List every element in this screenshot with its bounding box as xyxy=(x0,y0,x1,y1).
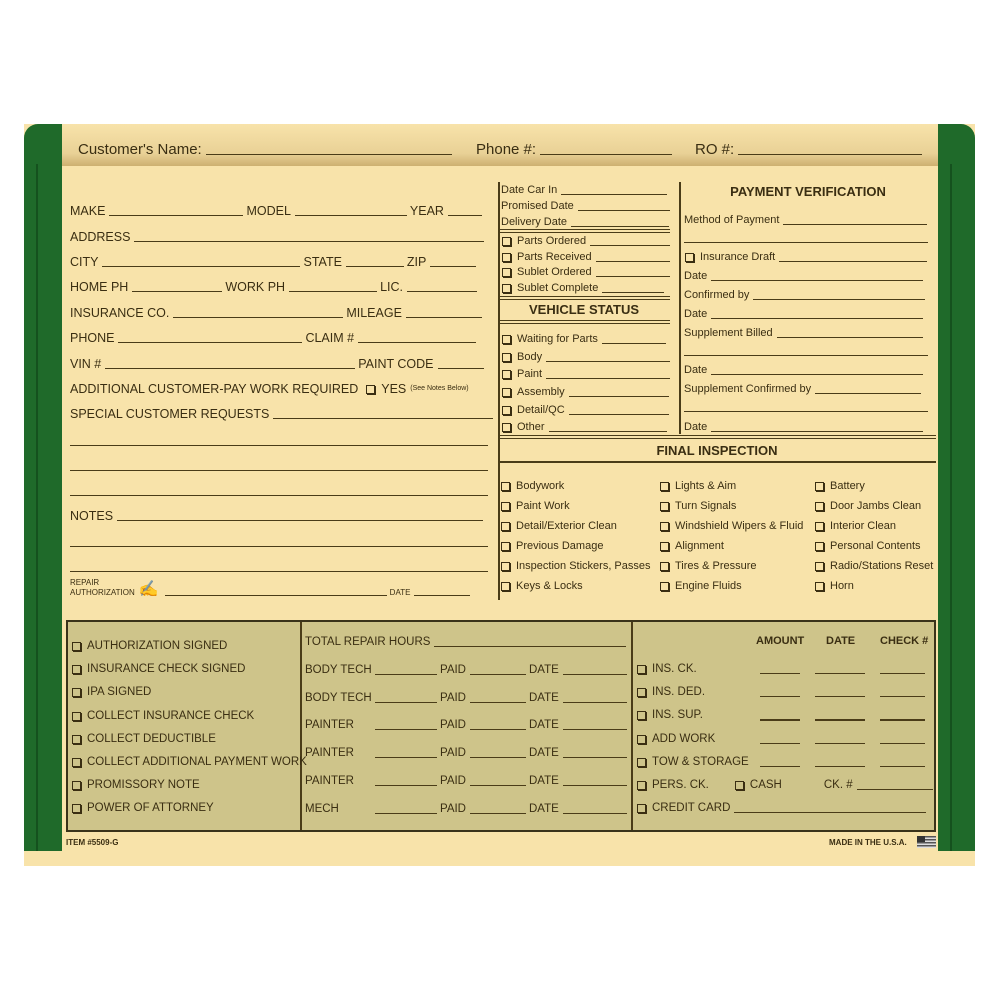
label: Date xyxy=(684,421,708,433)
make-row[interactable] xyxy=(70,204,485,218)
label: Lights & Aim xyxy=(675,480,737,492)
checkbox[interactable] xyxy=(815,582,824,591)
check-line[interactable] xyxy=(880,743,925,744)
label: Waiting for Parts xyxy=(517,333,598,345)
checkbox[interactable] xyxy=(502,284,511,293)
label: AUTHORIZATION xyxy=(70,588,135,597)
method-of-payment[interactable] xyxy=(684,213,930,227)
labor-row[interactable] xyxy=(305,663,630,677)
promised-date[interactable] xyxy=(501,199,673,213)
date-line[interactable] xyxy=(815,719,865,720)
line[interactable] xyxy=(70,495,488,496)
checkbox[interactable] xyxy=(502,335,511,344)
label: Date xyxy=(684,364,708,376)
delivery-date[interactable] xyxy=(501,215,672,229)
label: Sublet Ordered xyxy=(517,266,592,278)
checkbox[interactable] xyxy=(637,758,646,767)
label: Battery xyxy=(830,480,865,492)
total-repair-hours[interactable] xyxy=(305,635,629,649)
checkbox[interactable] xyxy=(502,370,511,379)
label: DATE xyxy=(529,802,559,815)
label: COLLECT ADDITIONAL PAYMENT WORK xyxy=(87,756,307,768)
status-paint[interactable] xyxy=(502,367,673,381)
date-1[interactable] xyxy=(684,269,926,283)
label: ADDRESS xyxy=(70,230,131,244)
label: Other xyxy=(517,421,545,433)
checkbox[interactable] xyxy=(815,542,824,551)
checkbox[interactable] xyxy=(502,253,511,262)
checkbox[interactable] xyxy=(637,665,646,674)
divider xyxy=(498,296,670,300)
label: PROMISSORY NOTE xyxy=(87,779,200,792)
vehicle-status-title: VEHICLE STATUS xyxy=(528,302,640,317)
date-line[interactable] xyxy=(815,673,865,674)
label: INSURANCE CHECK SIGNED xyxy=(87,663,246,676)
inspection-item[interactable] xyxy=(501,479,564,493)
inspection-item[interactable] xyxy=(501,559,651,573)
payment-row[interactable] xyxy=(637,662,697,676)
status-other[interactable] xyxy=(502,420,670,434)
label: Door Jambs Clean xyxy=(830,500,922,512)
label: Parts Received xyxy=(517,251,592,263)
label: MILEAGE xyxy=(346,306,402,320)
label: Interior Clean xyxy=(830,520,897,532)
label: Radio/Stations Reset xyxy=(830,560,934,572)
label: MODEL xyxy=(246,204,291,218)
checklist-item[interactable] xyxy=(72,755,307,769)
checkbox[interactable] xyxy=(72,642,81,651)
checkbox[interactable] xyxy=(502,237,511,246)
made-in-usa: MADE IN THE U.S.A. xyxy=(829,838,907,847)
label: Turn Signals xyxy=(675,500,737,512)
checkbox[interactable] xyxy=(502,268,511,277)
payment-row[interactable] xyxy=(637,685,705,699)
label: Date xyxy=(684,308,708,320)
divider xyxy=(631,622,633,830)
label: PAID xyxy=(440,802,466,815)
label: PHONE xyxy=(70,331,115,345)
line[interactable] xyxy=(684,355,928,356)
amount-line[interactable] xyxy=(760,696,800,697)
inspection-item[interactable] xyxy=(660,499,736,513)
status-assembly[interactable] xyxy=(502,385,672,399)
right-green-tab xyxy=(938,124,975,851)
checklist-item[interactable] xyxy=(72,639,227,653)
divider xyxy=(498,182,500,600)
label: CREDIT CARD xyxy=(652,802,731,814)
checkbox[interactable] xyxy=(72,665,81,674)
label: CLAIM # xyxy=(305,331,355,345)
label: BODY TECH xyxy=(305,664,372,676)
label: Paint xyxy=(517,368,543,380)
labor-row[interactable] xyxy=(305,718,630,732)
check-line[interactable] xyxy=(880,766,925,767)
label: Detail/QC xyxy=(517,404,565,416)
checkbox[interactable] xyxy=(660,542,669,551)
sublet-complete[interactable] xyxy=(502,281,667,295)
checkbox[interactable] xyxy=(72,804,81,813)
label: DATE xyxy=(529,747,559,760)
label: Alignment xyxy=(675,540,724,552)
divider xyxy=(300,622,302,830)
checklist-item[interactable] xyxy=(72,709,254,723)
label: HOME PH xyxy=(70,280,129,294)
amount-line[interactable] xyxy=(760,719,800,720)
label: Sublet Complete xyxy=(517,282,599,294)
us-flag-icon xyxy=(917,836,936,848)
amount-header: AMOUNT xyxy=(756,635,805,647)
inspection-item[interactable] xyxy=(815,479,865,493)
inspection-item[interactable] xyxy=(660,479,736,493)
checkbox[interactable] xyxy=(501,522,510,531)
inspection-item[interactable] xyxy=(501,539,603,553)
phones-row[interactable] xyxy=(70,280,480,294)
city-row[interactable] xyxy=(70,255,479,269)
label: MAKE xyxy=(70,204,106,218)
checkbox[interactable] xyxy=(637,804,646,813)
label: DATE xyxy=(529,719,559,732)
additional-work-row[interactable] xyxy=(70,382,469,396)
labor-row[interactable] xyxy=(305,802,630,816)
date-line[interactable] xyxy=(815,743,865,744)
labor-row[interactable] xyxy=(305,774,630,788)
checklist-item[interactable] xyxy=(72,778,200,792)
label: Delivery Date xyxy=(501,216,568,228)
checkbox[interactable] xyxy=(72,712,81,721)
signature-pen-icon: ✍ xyxy=(138,581,159,598)
insurance-draft[interactable] xyxy=(685,250,930,264)
checkbox[interactable] xyxy=(685,253,694,262)
checkbox[interactable] xyxy=(502,423,511,432)
inspection-item[interactable] xyxy=(660,579,742,593)
label: Keys & Locks xyxy=(516,580,583,592)
label: SPECIAL CUSTOMER REQUESTS xyxy=(70,407,270,421)
label: CASH xyxy=(749,779,782,791)
label: PAINTER xyxy=(305,747,354,760)
checkbox[interactable] xyxy=(501,582,510,591)
check-line[interactable] xyxy=(880,696,925,697)
date-car-in[interactable] xyxy=(501,183,670,197)
label: Phone #: xyxy=(476,141,537,158)
label: Previous Damage xyxy=(516,540,604,552)
divider xyxy=(498,461,936,463)
label: ADDITIONAL CUSTOMER-PAY WORK REQUIRED xyxy=(70,382,359,396)
label: Tires & Pressure xyxy=(675,560,757,572)
supplement-billed[interactable] xyxy=(684,326,926,340)
amount-line[interactable] xyxy=(760,766,800,767)
insurance-row[interactable] xyxy=(70,306,485,320)
checklist-item[interactable] xyxy=(72,685,151,699)
label: Date Car In xyxy=(501,184,558,196)
checkbox[interactable] xyxy=(815,502,824,511)
checkbox[interactable] xyxy=(660,522,669,531)
label: TOTAL REPAIR HOURS xyxy=(305,636,431,648)
checklist-item[interactable] xyxy=(72,662,245,676)
label: TOW & STORAGE xyxy=(652,755,749,768)
label: VIN # xyxy=(70,357,102,371)
customer-name-field[interactable] xyxy=(78,143,455,157)
label: CK. # xyxy=(823,779,853,791)
label: Supplement Confirmed by xyxy=(684,383,812,395)
inspection-item[interactable] xyxy=(501,499,570,513)
label: BODY TECH xyxy=(305,691,372,704)
checkbox[interactable] xyxy=(660,562,669,571)
final-inspection-title: FINAL INSPECTION xyxy=(656,443,778,458)
confirmed-by[interactable] xyxy=(684,288,928,302)
inspection-item[interactable] xyxy=(815,539,921,553)
label: INS. DED. xyxy=(652,686,706,699)
label: Customer's Name: xyxy=(78,141,202,158)
label: Bodywork xyxy=(516,480,565,492)
label: Detail/Exterior Clean xyxy=(516,520,617,532)
label: YEAR xyxy=(409,204,444,218)
status-detail[interactable] xyxy=(502,403,672,417)
label: ZIP xyxy=(406,255,427,269)
checkbox[interactable] xyxy=(501,502,510,511)
label: REPAIR xyxy=(70,578,100,587)
checkbox[interactable] xyxy=(637,688,646,697)
divider xyxy=(498,320,670,324)
label: PAID xyxy=(440,747,466,760)
label: Promised Date xyxy=(501,200,574,212)
date-3[interactable] xyxy=(684,363,926,377)
pers-ck-row[interactable] xyxy=(637,778,936,792)
date-line[interactable] xyxy=(815,766,865,767)
status-body[interactable] xyxy=(502,350,673,364)
phone-field[interactable] xyxy=(476,143,675,157)
checkbox[interactable] xyxy=(502,406,511,415)
label: Supplement Billed xyxy=(684,327,773,339)
line[interactable] xyxy=(70,445,488,446)
parts-received[interactable] xyxy=(502,250,673,264)
check-line[interactable] xyxy=(880,719,925,720)
label: Confirmed by xyxy=(684,289,750,301)
payment-row[interactable] xyxy=(637,708,703,722)
label: Assembly xyxy=(517,386,565,398)
amount-line[interactable] xyxy=(760,743,800,744)
special-requests-row[interactable] xyxy=(70,407,496,421)
label: ADD WORK xyxy=(652,732,716,745)
label: Windshield Wipers & Fluid xyxy=(675,520,804,532)
label: Parts Ordered xyxy=(517,235,587,247)
label: DATE xyxy=(529,664,559,676)
label: MECH xyxy=(305,802,339,815)
date-line[interactable] xyxy=(815,696,865,697)
label: RO #: xyxy=(695,141,735,158)
date-header: DATE xyxy=(826,635,856,647)
inspection-item[interactable] xyxy=(660,519,803,533)
date-4[interactable] xyxy=(684,420,926,434)
checkbox[interactable] xyxy=(815,522,824,531)
label: COLLECT INSURANCE CHECK xyxy=(87,709,255,722)
item-number: ITEM #5509-G xyxy=(66,838,119,847)
parts-ordered[interactable] xyxy=(502,234,673,248)
inspection-item[interactable] xyxy=(660,539,724,553)
line[interactable] xyxy=(684,242,928,243)
credit-card-row[interactable] xyxy=(637,801,929,815)
checkbox[interactable] xyxy=(501,562,510,571)
checkbox[interactable] xyxy=(637,781,646,790)
label: Date xyxy=(684,270,708,282)
label: INS. CK. xyxy=(652,663,697,675)
checkbox[interactable] xyxy=(660,482,669,491)
label: Inspection Stickers, Passes xyxy=(516,560,651,572)
label: PAINT CODE xyxy=(358,357,434,371)
inspection-item[interactable] xyxy=(501,579,583,593)
line[interactable] xyxy=(70,470,488,471)
label: PERS. CK. xyxy=(652,779,709,791)
status-waiting[interactable] xyxy=(502,332,669,346)
checklist-item[interactable] xyxy=(72,732,216,746)
label: DATE xyxy=(529,691,559,704)
inspection-item[interactable] xyxy=(815,519,896,533)
checkbox[interactable] xyxy=(502,353,511,362)
inspection-item[interactable] xyxy=(815,579,854,593)
label: POWER OF ATTORNEY xyxy=(87,802,214,815)
supplement-confirmed-by[interactable] xyxy=(684,382,924,396)
checkbox[interactable] xyxy=(72,735,81,744)
label: INSURANCE CO. xyxy=(70,306,170,320)
label: PAID xyxy=(440,774,466,787)
checkbox[interactable] xyxy=(501,482,510,491)
line[interactable] xyxy=(684,411,928,412)
label: PAID xyxy=(440,691,466,704)
label: Engine Fluids xyxy=(675,580,742,592)
label: PAINTER xyxy=(305,774,354,787)
ro-field[interactable] xyxy=(695,143,925,157)
checkbox[interactable] xyxy=(72,781,81,790)
vin-row[interactable] xyxy=(70,357,487,371)
checkbox[interactable] xyxy=(815,482,824,491)
label: Horn xyxy=(830,580,854,592)
checkbox[interactable] xyxy=(72,688,81,697)
address-row[interactable] xyxy=(70,230,487,244)
inspection-item[interactable] xyxy=(815,559,933,573)
amount-line[interactable] xyxy=(760,673,800,674)
note: (See Notes Below) xyxy=(410,385,469,392)
checkbox[interactable] xyxy=(815,562,824,571)
label: DATE xyxy=(389,588,411,597)
divider xyxy=(679,182,681,434)
divider xyxy=(498,229,670,233)
label: PAINTER xyxy=(305,719,354,732)
checkbox[interactable] xyxy=(637,711,646,720)
notes-row[interactable] xyxy=(70,509,486,523)
repair-authorization-row[interactable] xyxy=(70,578,473,598)
left-green-tab xyxy=(24,124,62,851)
label: AUTHORIZATION SIGNED xyxy=(87,640,228,652)
label: YES xyxy=(381,382,407,396)
check-line[interactable] xyxy=(880,673,925,674)
label: DATE xyxy=(529,774,559,787)
sublet-ordered[interactable] xyxy=(502,265,673,279)
label: STATE xyxy=(303,255,342,269)
label: INS. SUP. xyxy=(652,709,703,722)
inspection-item[interactable] xyxy=(815,499,921,513)
checklist-item[interactable] xyxy=(72,801,214,815)
phone-claim-row[interactable] xyxy=(70,331,479,345)
label: PAID xyxy=(440,719,466,732)
label: IPA SIGNED xyxy=(87,686,152,699)
cash-checkbox[interactable] xyxy=(735,781,744,790)
payment-row[interactable] xyxy=(637,732,715,746)
label: Paint Work xyxy=(516,500,570,512)
labor-row[interactable] xyxy=(305,691,630,705)
date-2[interactable] xyxy=(684,307,926,321)
divider xyxy=(498,435,936,439)
check-header: CHECK # xyxy=(880,635,929,647)
payment-verification-title: PAYMENT VERIFICATION xyxy=(730,184,886,199)
label: PAID xyxy=(440,664,466,676)
label: Method of Payment xyxy=(684,214,780,226)
checkbox[interactable] xyxy=(72,758,81,767)
inspection-item[interactable] xyxy=(501,519,617,533)
checkbox[interactable] xyxy=(637,735,646,744)
payment-row[interactable] xyxy=(637,755,749,769)
label: NOTES xyxy=(70,509,114,523)
checkbox[interactable] xyxy=(501,542,510,551)
checkbox[interactable] xyxy=(660,502,669,511)
line[interactable] xyxy=(70,571,488,572)
label: Personal Contents xyxy=(830,540,921,552)
label: Insurance Draft xyxy=(700,251,776,263)
checkbox[interactable] xyxy=(502,388,511,397)
label: WORK PH xyxy=(225,280,286,294)
checkbox[interactable] xyxy=(660,582,669,591)
label: LIC. xyxy=(380,280,404,294)
inspection-item[interactable] xyxy=(660,559,757,573)
label: CITY xyxy=(70,255,99,269)
label: COLLECT DEDUCTIBLE xyxy=(87,732,216,745)
yes-checkbox[interactable] xyxy=(366,385,375,394)
label: Body xyxy=(517,351,543,363)
labor-row[interactable] xyxy=(305,746,630,760)
line[interactable] xyxy=(70,546,488,547)
